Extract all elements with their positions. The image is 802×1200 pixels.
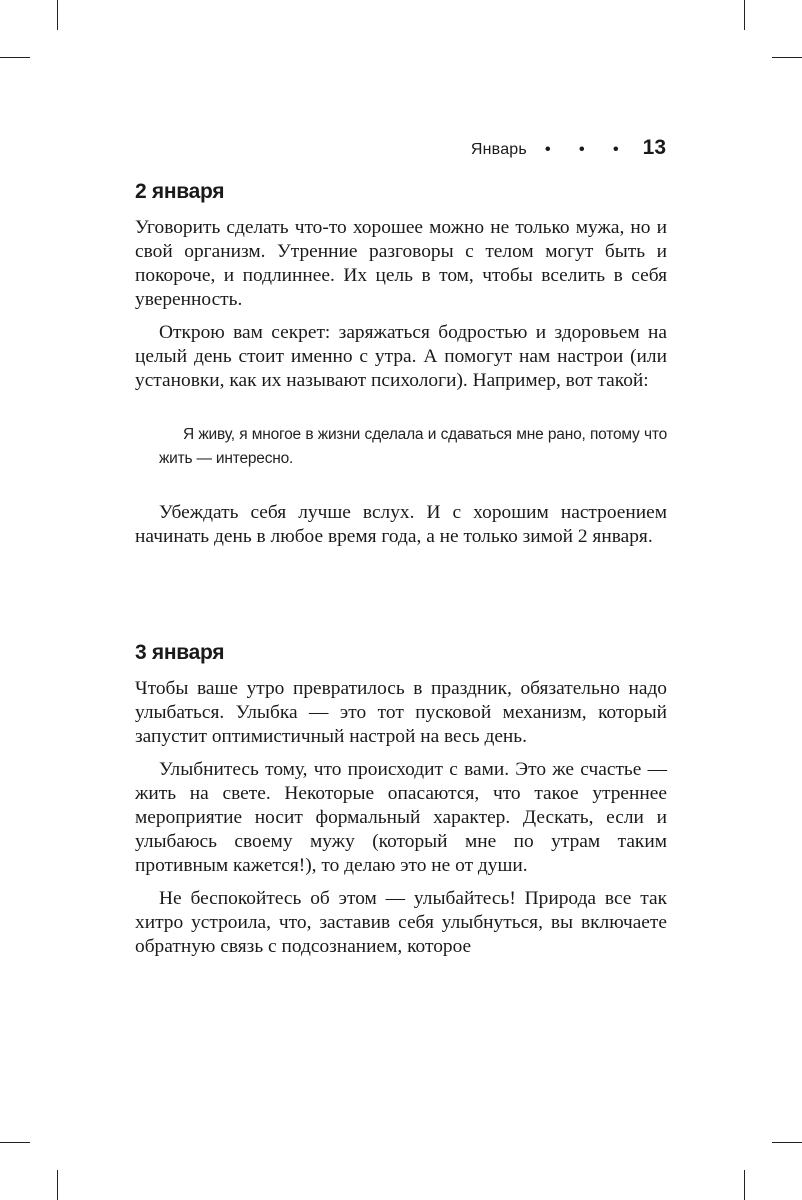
crop-mark-bottom-left [57, 1170, 58, 1200]
crop-mark-bottom-right [744, 1170, 745, 1200]
running-title: Январь [470, 141, 527, 158]
page-number: 13 [642, 136, 666, 159]
paragraph: Открою вам секрет: заряжаться бодростью и здоровьем на целый день стоит именно с утра. А помогут нам настрои (или установки, как их называют психологи). Например, вот такой: [135, 322, 667, 391]
crop-mark-left-bottom [0, 1142, 30, 1143]
running-head [471, 136, 666, 160]
paragraph: Уговорить сделать что-то хорошее можно не только мужа, но и свой организм. Утренние разговоры с телом могут быть и покороче, и подлиннее. Их цель в том, чтобы вселить в себя уверенность. [135, 217, 667, 310]
section-heading: 2 января [135, 180, 225, 203]
paragraph: Улыбнитесь тому, что происходит с вами. Это же счастье — жить на свете. Некоторые опасаются, что такое утреннее мероприятие носит формальный характер. Дескать, если и улыбаюсь своему мужу (который мне по утрам таким противным кажется!), то делаю это не от души. [135, 759, 667, 876]
crop-mark-top-right [744, 0, 745, 30]
crop-mark-left-top [0, 57, 30, 58]
section-jan-3 [135, 641, 667, 959]
crop-mark-top-left [57, 0, 58, 30]
paragraph: Убеждать себя лучше вслух. И с хорошим настроением начинать день в любое время года, а не только зимой 2 января. [135, 502, 667, 547]
crop-mark-right-bottom [772, 1142, 802, 1143]
crop-mark-right-top [772, 57, 802, 58]
section-jan-2 [135, 180, 667, 549]
section-heading: 3 января [135, 641, 225, 664]
quote: Я живу, я многое в жизни сделала и сдаваться мне рано, потому что жить — интересно. [159, 426, 667, 467]
paragraph: Не беспокойтесь об этом — улыбайтесь! Природа все так хитро устроила, что, заставив себя улыбнуться, вы включаете обратную связь с подсознанием, которое [135, 888, 667, 957]
running-dots: • • • [544, 141, 631, 158]
paragraph: Чтобы ваше утро превратилось в праздник, обязательно надо улыбаться. Улыбка — это тот пусковой механизм, который запустит оптимистичный настрой на весь день. [135, 678, 667, 747]
